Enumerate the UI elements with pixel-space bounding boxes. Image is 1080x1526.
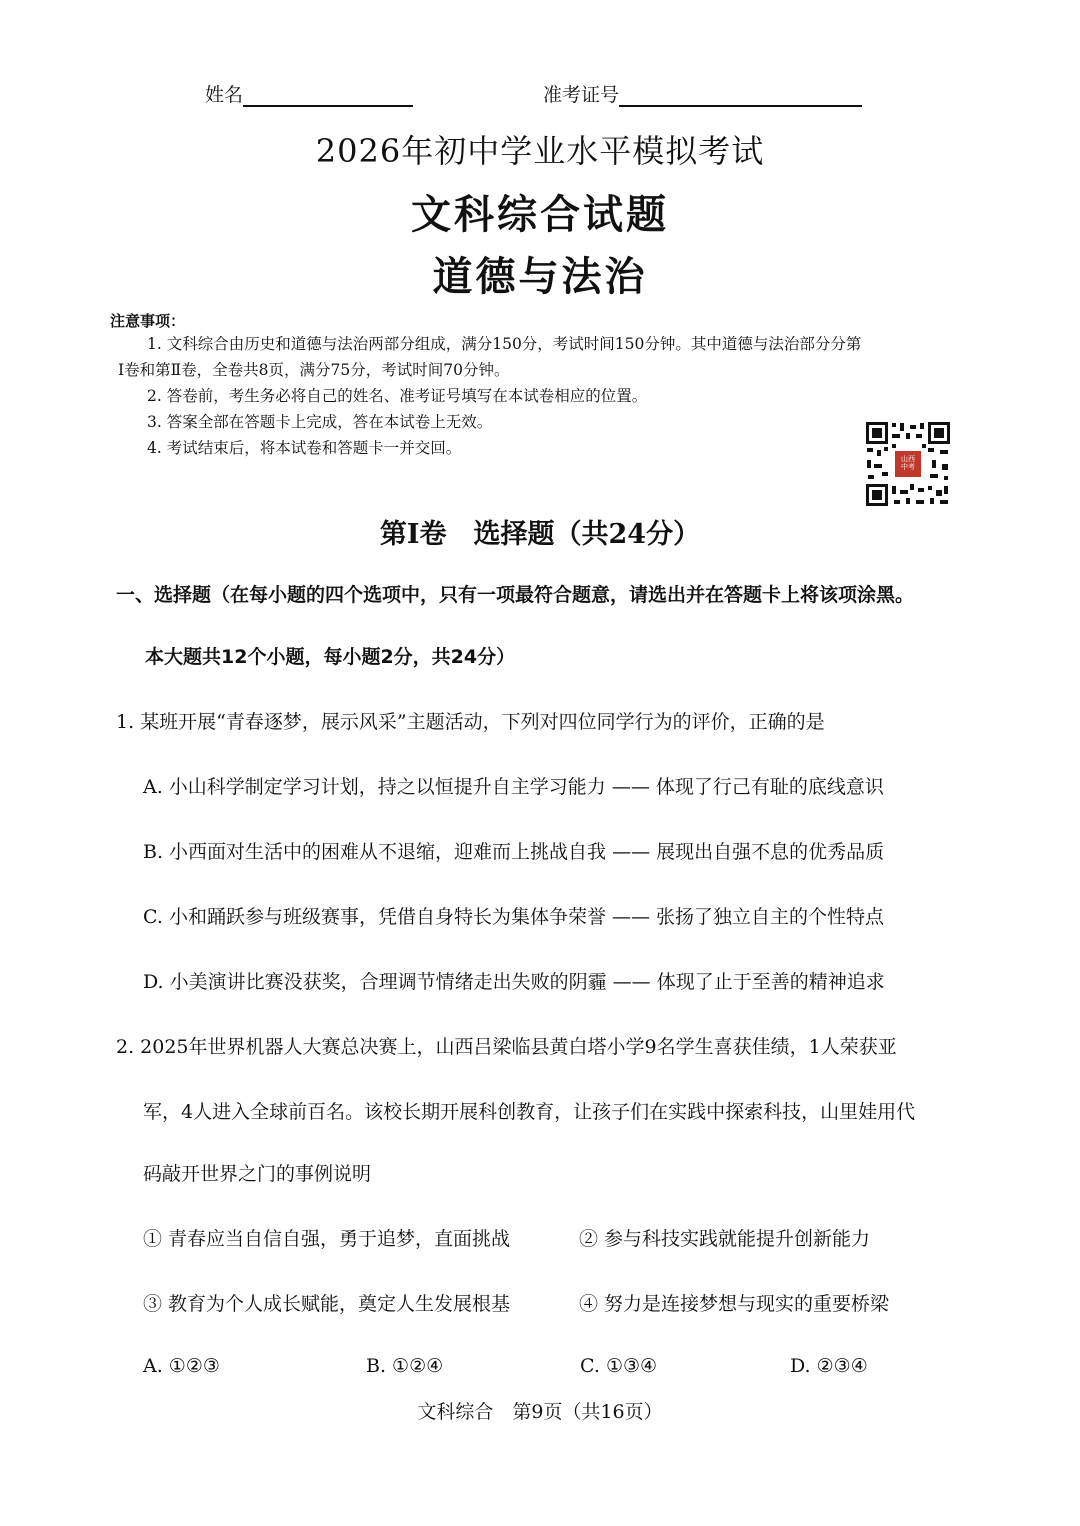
id-label: 准考证号 <box>543 84 620 106</box>
question-2-stem: 码敲开世界之门的事例说明 <box>143 1163 372 1185</box>
id-blank <box>619 83 862 107</box>
question-1-option-b: B. 小西面对生活中的困难从不退缩，迎难而上挑战自我 —— 展现出自强不息的优秀品质 <box>143 841 885 863</box>
name-blank <box>243 83 413 107</box>
note-item: 1. 文科综合由历史和道德与法治两部分组成，满分150分，考试时间150分钟。其中道德与法治部分分第 <box>147 335 862 353</box>
section-title: 第Ⅰ卷 选择题（共24分） <box>379 519 701 550</box>
question-2-choice-d: D. ②③④ <box>790 1355 868 1377</box>
question-2-statement-3: ③ 教育为个人成长赋能，奠定人生发展根基 <box>143 1293 511 1315</box>
question-2-statement-1: ① 青春应当自信自强，勇于追梦，直面挑战 <box>143 1228 511 1250</box>
id-field <box>543 80 862 107</box>
page-footer: 文科综合 第9页（共16页） <box>417 1401 663 1423</box>
question-2-choice-b: B. ①②④ <box>366 1355 444 1377</box>
question-2-statement-2: ② 参与科技实践就能提升创新能力 <box>579 1228 871 1250</box>
question-2-statement-4: ④ 努力是连接梦想与现实的重要桥梁 <box>579 1293 890 1315</box>
section-instruction: 一、选择题（在每小题的四个选项中，只有一项最符合题意，请选出并在答题卡上将该项涂黑。 <box>116 584 915 606</box>
name-label: 姓名 <box>205 84 244 106</box>
paper-title: 文科综合试题 <box>411 191 669 238</box>
note-item: 3. 答案全部在答题卡上完成，答在本试卷上无效。 <box>147 413 493 431</box>
exam-title: 2026年初中学业水平模拟考试 <box>315 132 765 170</box>
question-1-option-c: C. 小和踊跃参与班级赛事，凭借自身特长为集体争荣誉 —— 张扬了独立自主的个性特点 <box>143 906 885 928</box>
name-field <box>205 80 413 107</box>
question-1-stem: 1. 某班开展“青春逐梦，展示风采”主题活动，下列对四位同学行为的评价，正确的是 <box>116 711 825 733</box>
subject-title: 道德与法治 <box>432 253 648 300</box>
notes-heading: 注意事项： <box>110 312 186 330</box>
section-instruction-2: 本大题共12个小题，每小题2分，共24分） <box>145 646 516 668</box>
note-item: Ⅰ卷和第Ⅱ卷，全卷共8页，满分75分，考试时间70分钟。 <box>118 361 510 379</box>
question-1-option-a: A. 小山科学制定学习计划，持之以恒提升自主学习能力 —— 体现了行己有耻的底线意识 <box>143 776 884 798</box>
note-item: 4. 考试结束后，将本试卷和答题卡一并交回。 <box>147 439 462 457</box>
question-2-choice-c: C. ①③④ <box>580 1355 658 1377</box>
question-1-option-d: D. 小美演讲比赛没获奖，合理调节情绪走出失败的阴霾 —— 体现了止于至善的精神追求 <box>143 971 885 993</box>
question-2-choice-a: A. ①②③ <box>143 1355 220 1377</box>
qr-badge: 山西中考 <box>901 455 915 471</box>
question-2-stem: 2. 2025年世界机器人大赛总决赛上，山西吕梁临县黄白塔小学9名学生喜获佳绩，1人荣获亚 <box>116 1036 897 1058</box>
note-item: 2. 答卷前，考生务必将自己的姓名、准考证号填写在本试卷相应的位置。 <box>147 387 648 405</box>
question-2-stem: 军，4人进入全球前百名。该校长期开展科创教育，让孩子们在实践中探索科技，山里娃用代 <box>143 1101 916 1123</box>
